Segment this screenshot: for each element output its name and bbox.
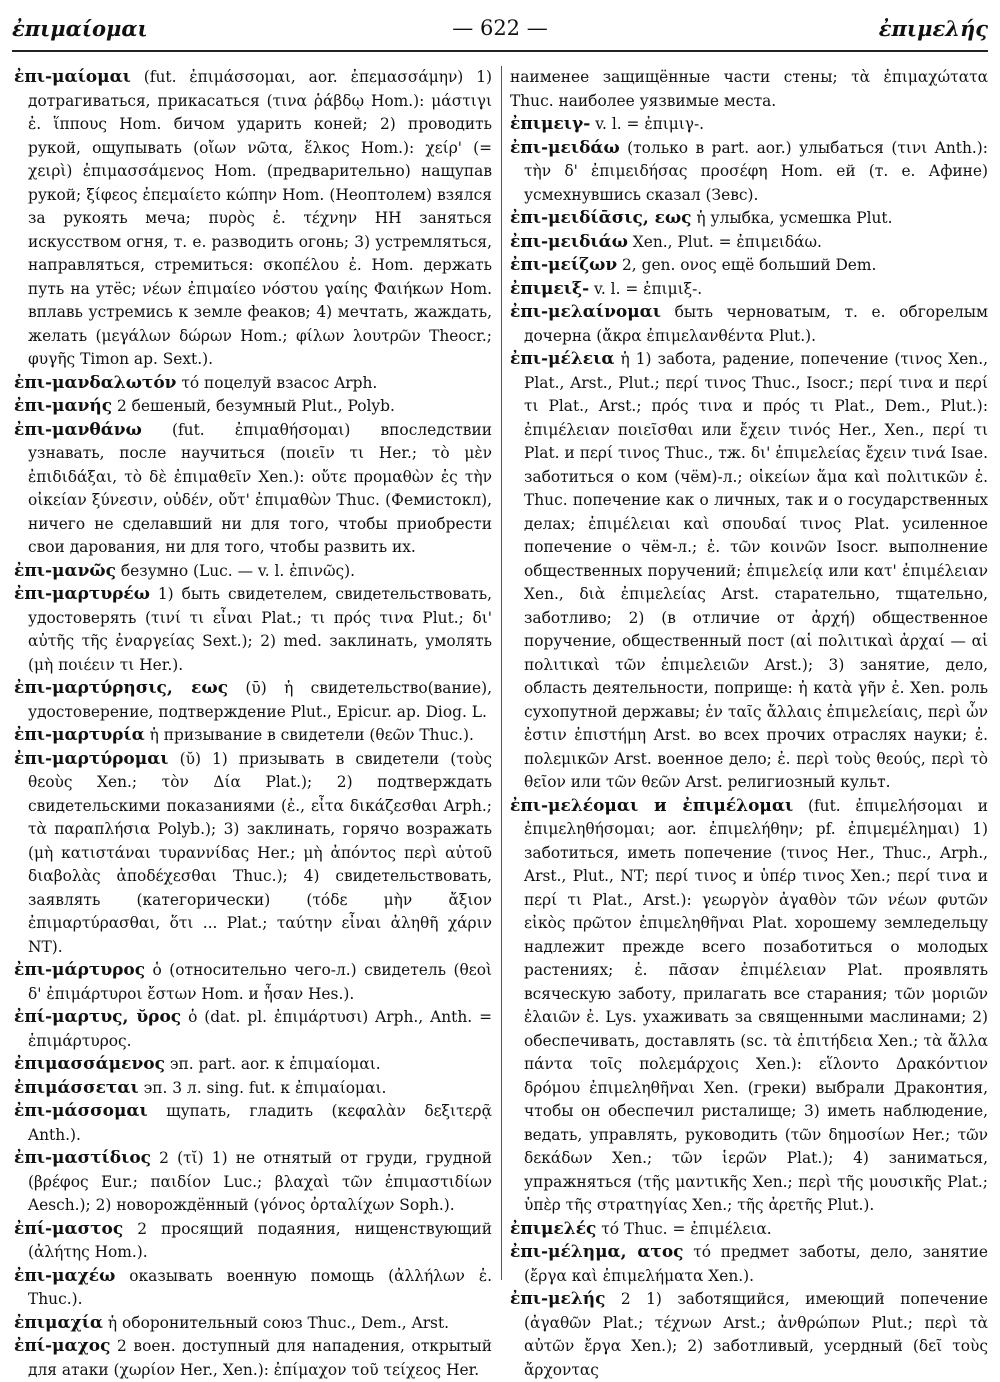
dictionary-entry [510,348,988,795]
entry-definition: ἡ улыбка, усмешка Plut. [691,209,893,227]
entry-definition: 2, gen. ονος ещё больший Dem. [617,256,877,274]
dictionary-entry [14,1218,492,1265]
entry-definition: τό предмет заботы, дело, занятие (ἔργα καὶ ἐπιμελήματα Xen.). [524,1243,988,1285]
entry-headword: ἐπι-μαρτύρομαι [14,748,169,769]
entry-definition: щупать, гладить (κεφαλὰν δεξιτερᾷ Anth.). [28,1102,492,1144]
entry-headword: ἐπι-μαρτύρησις, εως [14,678,229,698]
entry-definition: 2 бешеный, безумный Plut., Polyb. [112,397,395,415]
dictionary-entry [510,1241,988,1288]
dictionary-entry [14,724,492,748]
dictionary-entry [14,1100,492,1147]
page-number: — 622 — [452,16,548,40]
entry-definition: Xen., Plut. = ἐπιμειδάω. [627,232,822,251]
entry-definition: ἡ оборонительный союз Thuc., Dem., Arst. [103,1313,450,1332]
entry-headword: ἐπιμειξ- [510,278,590,299]
entry-headword: ἐπιμάσσεται [14,1077,139,1098]
dictionary-entry [510,137,988,208]
entry-headword: ἐπι-μανθάνω [14,419,142,440]
entry-headword: ἐπι-μαίομαι [14,67,131,87]
dictionary-entry [510,254,988,278]
entry-definition: (fut. ἐπιμελήσομαι и ἐπιμεληθήσομαι; aor. ἐπιμελήθην; pf. ἐπιμεμέλημαι) 1) заботиться, иметь попечение (τινος Her., Thuc., Arph., Arst., Plut., NT; περί τινος и ὑπέρ τινος Xen.; περί τινα и περί τι Plat., Arst.): γεωργὸν ἀγαθὸν τῶν νέων φυτῶν εἰκὸς πρῶτον ἐπιμεληθῆναι Plat. хорошему земледельцу надлежит прежде всего позаботиться о молодых растениях; ἐ. πᾶσαν ἐπιμέλειαν Plat. проявлять всяческую заботу, прилагать все старания; τῶν μοριῶν ἐλαιῶν ἐ. Lys. ухаживать за священными маслинами; 2) обеспечивать, доставлять (sc. τὰ ἐπιτήδεια Xen.; τὰ ἄλλα πάντα τοῖς πολεμάρχοις Xen.): εἵλοντο Δρακόντιον δρόμου ἐπιμεληθῆναι Xen. (греки) выбрали Драконтия, чтобы он обеспечил ристалище; 3) иметь наблюдение, ведать, управлять, руководить (τῶν δημοσίων Her.; τῶν δεκάδων Xen.; τῶν ἱερῶν Plat.); 4) заниматься, упражняться (τῆς μαντικῆς Xen.; περὶ τῆς μουσικῆς Plat.; ὑπὲρ τῆς στρατηγίας Xen.; τῆς ἀρετῆς Plut.). [524,796,989,1214]
dictionary-entry [14,959,492,1006]
entry-headword: ἐπί-μαρτυς, ῠρος [14,1007,182,1027]
entry-headword: ἐπί-μαχος [14,1336,111,1356]
dictionary-entry [14,583,492,677]
entry-definition: 2 (τῐ) 1) не отнятый от груди, грудной (βρέφος Eur.; παιδίον Luc.; βλαχαὶ τῶν ἐπιμαστιδίων Aesch.); 2) новорождённый (γόνος ὀρταλίχων Soph.). [28,1149,492,1214]
right-column [510,66,988,1382]
dictionary-entry [510,231,988,255]
entry-headword: ἐπι-μειδάω [510,137,620,158]
entry-definition: (ῠ) 1) призывать в свидетели (τοὺς θεοὺς Xen.; τὸν Δία Plat.); 2) подтверждать свидетельскими показаниями (ἐ., εἶτα δικάζεσθαι Arph.; τὰ παραπλήσια Polyb.); 3) заклинать, горячо возражать (μὴ κατιστάναι τυραννίδας Her.; μὴ ἀπόντος περὶ αὐτοῦ διαβολὰς ἀποδέχεσθαι Thuc.); 4) свидетельствовать, заявлять (категорически) (τόδε μὴν ἄξιον ἐπιμαρτύρασθαι, ὅτι ... Plat.; ταύτην εἶναι ἀληθῆ χάριν NT). [28,749,492,956]
dictionary-entry [14,560,492,584]
page-header [12,10,988,52]
dictionary-entry [510,1218,988,1242]
entry-headword: ἐπι-μελής [510,1289,606,1309]
running-headword-left: ἐπιμαίομαι [12,16,148,41]
dictionary-entry [14,1147,492,1218]
dictionary-entry [14,1335,492,1382]
entry-headword: ἐπι-μάρτυρος [14,960,146,980]
entry-definition: τό поцелуй взасос Arph. [176,373,378,392]
entry-headword: ἐπιμασσάμενος [14,1054,165,1074]
entry-definition: ἡ 1) забота, радение, попечение (τινος Xen., Plat., Arst., Plut.; περί τινος Thuc., Isocr.; περί τινα и περί τι Plat., Arst.; πρός τινα и πρός τι Plat., Dem., Plut.): ἐπιμέλειαν ποιεῖσθαι или ἔχειν τινός Her., Xen., περί τι Plat. и περί τινος Thuc., тж. δι' ἐπιμελείας ἔχειν τινά Isae. заботиться о ком (чём)-л.; οἰκείων ἅμα καὶ πολιτικῶν ἐ. Thuc. попечение как о личных, так и о государственных делах; ἐπιμέλειαι καὶ σπουδαί τινος Plat. усиленное попечение о чём-л.; ἐ. τῶν κοινῶν Isocr. выполнение общественных поручений; ἐπιμελείᾳ или κατ' ἐπιμέλειαν Xen., διὰ ἐπιμελείας Arst. старательно, тщательно, заботливо; 2) (в отличие от ἀρχή) общественное поручение, общественный пост (αἱ πολιτικαὶ ἀρχαί — αἱ πολιτικαὶ τῶν ἐπιμελειῶν Arst.); 3) занятие, дело, область деятельности, поприще: ἡ κατὰ γῆν ἐ. Xen. роль сухопутной державы; ἐν ταῖς ἄλλαις ἐπιμελείαις, περὶ ὧν ἐστιν ἐπιστήμη Arst. во всех прочих отраслях науки; ἐ. πολεμικῶν Arst. военное дело; ἐ. περὶ τοὺς θεούς, περὶ τὸ θεῖον или τῶν θεῶν Arst. религиозный культ. [524,350,988,791]
entry-headword: ἐπι-μειδίᾱσις, εως [510,208,692,228]
entry-headword: ἐπι-μανῶς [14,560,116,581]
left-column [14,66,492,1382]
entry-headword: ἐπι-μαρτυρέω [14,584,150,604]
entry-headword: ἐπι-μελέομαι и ἐπιμέλομαι [510,795,794,816]
dictionary-entry [14,748,492,960]
dictionary-entry [510,278,988,302]
dictionary-entry [510,795,988,1218]
dictionary-entry [510,66,988,113]
entry-headword: ἐπί-μαστος [14,1218,124,1239]
dictionary-entry [14,677,492,724]
entry-definition: наименее защищённые части стены; τὰ ἐπιμαχώτατα Thuc. наиболее уязвимые места. [510,68,988,110]
entry-headword: ἐπι-μανδαλωτόν [14,372,177,393]
entry-definition: (только в part. aor.) улыбаться (τινι Anth.): τὴν δ' ἐπιμειδήσας προσέφη Hom. ей (т. е. Афине) усмехнувшись сказал (Зевс). [524,138,988,204]
entry-headword: ἐπι-μελαίνομαι [510,302,661,322]
entry-definition: ὁ (dat. pl. ἐπιμάρτυσι) Arph., Anth. = ἐπιμάρτυρος. [28,1008,492,1050]
entry-definition: 2 1) заботящийся, имеющий попечение (ἀγαθῶν Plat.; τέχνων Arst.; ἀνθρώπων Plut.; περὶ τὰ αὐτῶν ἔργα Xen.); 2) заботливый, усердный (δεῖ τοὺς ἄρχοντας [524,1290,988,1379]
entry-definition: ἡ призывание в свидетели (θεῶν Thuc.). [144,726,474,744]
entry-definition: ὁ (относительно чего-л.) свидетель (θεοὶ δ' ἐπιμάρτυροι ἔστων Hom. и ἦσαν Hes.). [28,961,492,1003]
dictionary-entry [14,66,492,372]
entry-definition: (ῡ) ἡ свидетельство(вание), удостоверение, подтверждение Plut., Epicur. ap. Diog. L. [28,679,492,721]
running-headword-right: ἐπιμελής [878,16,988,41]
entry-headword: ἐπι-μέλεια [510,349,615,369]
entry-definition: 1) быть свидетелем, свидетельствовать, удостоверять (τινί τι εἶναι Plat.; τι πρός τινα Plut.; δι' αὐτῆς τῆς ἐναργείας Sext.); 2) med. заклинать, умолять (μὴ ποιέειν τι Her.). [28,585,492,674]
entry-definition: эп. 3 л. sing. fut. к ἐπιμαίομαι. [138,1078,387,1097]
entry-headword: ἐπι-μείζων [510,255,618,275]
dictionary-entry [14,1265,492,1312]
dictionary-entry [14,395,492,419]
entry-headword: ἐπι-μέλημα, ατος [510,1242,684,1262]
dictionary-entry [510,113,988,137]
entry-definition: (fut. ἐπιμάσσομαι, aor. ἐπεμασσάμην) 1) дотрагиваться, прикасаться (τινα ῥάβδῳ Hom.): μάστιγι ἐ. ἵππους Hom. бичом ударить коней; 2) проводить рукой, ощупывать (οἴων νῶτα, ἕλκος Hom.): χείρ' (= χειρὶ) ἐπιμασσάμενος Hom. (предварительно) нащупав рукой; ξίφεος ἐπεμαίετο κώπην Hom. (Неоптолем) взялся за рукоять меча; πυρὸς ἐ. τέχνην НН заняться искусством огня, т. е. разводить огонь; 3) устремляться, направляться, стремиться: σκοπέλου ἐ. Hom. держать путь на утёс; νέων ἐπιμαίεο νόστου γαίης Φαιήκων Hom. вплавь устремись к земле феаков; 4) мечтать, жаждать, желать (μεγάλων δώρων Hom.; φίλων λουτρῶν Theocr.; φυγῆς Timon ap. Sext.). [28,68,492,368]
column-divider [501,66,502,1280]
entry-headword: ἐπι-μειδιάω [510,231,628,252]
entry-definition: v. l. = ἐπιμιγ-. [590,115,705,133]
entry-headword: ἐπιμαχία [14,1312,104,1333]
dictionary-entry [510,1288,988,1382]
dictionary-entry [510,207,988,231]
entry-definition: оказывать военную помощь (ἀλλήλων ἐ. Thuc.). [28,1266,492,1308]
entry-headword: ἐπι-μαστίδιος [14,1148,152,1168]
dictionary-entry [14,1053,492,1077]
entry-definition: v. l. = ἐπιμιξ-. [589,279,703,298]
dictionary-entry [14,419,492,560]
entry-definition: (fut. ἐπιμαθήσομαι) впоследствии узнавать, после научиться (ποιεῖν τι Her.; τὸ μὲν ἐπιδιδάξαι, τὸ δὲ ἐπιμαθεῖν Xen.): οὔτε προμαθὼν ἐς τὴν οἰκείαν ξύνεσιν, οὐδέν, οὔτ' ἐπιμαθὼν Thuc. (Фемистокл), ничего не сделавший ни для того, чтобы приобрести свои дарования, ни для того, чтобы развить их. [28,420,492,556]
dictionary-entry [14,1006,492,1053]
entry-headword: ἐπι-μάσσομαι [14,1101,148,1121]
entry-definition: безумно (Luc. — v. l. ἐπινῶς). [115,561,356,580]
entry-definition: 2 воен. доступный для нападения, открытый для атаки (χωρίον Her., Xen.): ἐπίμαχον τοῦ τείχεος Her. [28,1337,492,1379]
dictionary-entry [14,1312,492,1336]
dictionary-entry [14,1077,492,1101]
dictionary-entry [510,301,988,348]
entry-definition: эп. part. aor. к ἐπιμαίομαι. [164,1055,381,1073]
entry-definition: быть черноватым, т. е. обгорелым дочерна (ἄκρα ἐπιμελανθέντα Plut.). [524,303,988,345]
entry-headword: ἐπι-μανής [14,396,113,416]
dictionary-entry [14,372,492,396]
entry-headword: ἐπιμελές [510,1218,597,1239]
entry-headword: ἐπιμειγ- [510,114,591,134]
entry-headword: ἐπι-μαχέω [14,1265,116,1286]
entry-definition: 2 просящий подаяния, нищенствующий (ἀλήτης Hom.). [28,1219,492,1261]
entry-definition: τό Thuc. = ἐπιμέλεια. [596,1219,772,1238]
entry-headword: ἐπι-μαρτυρία [14,725,145,745]
